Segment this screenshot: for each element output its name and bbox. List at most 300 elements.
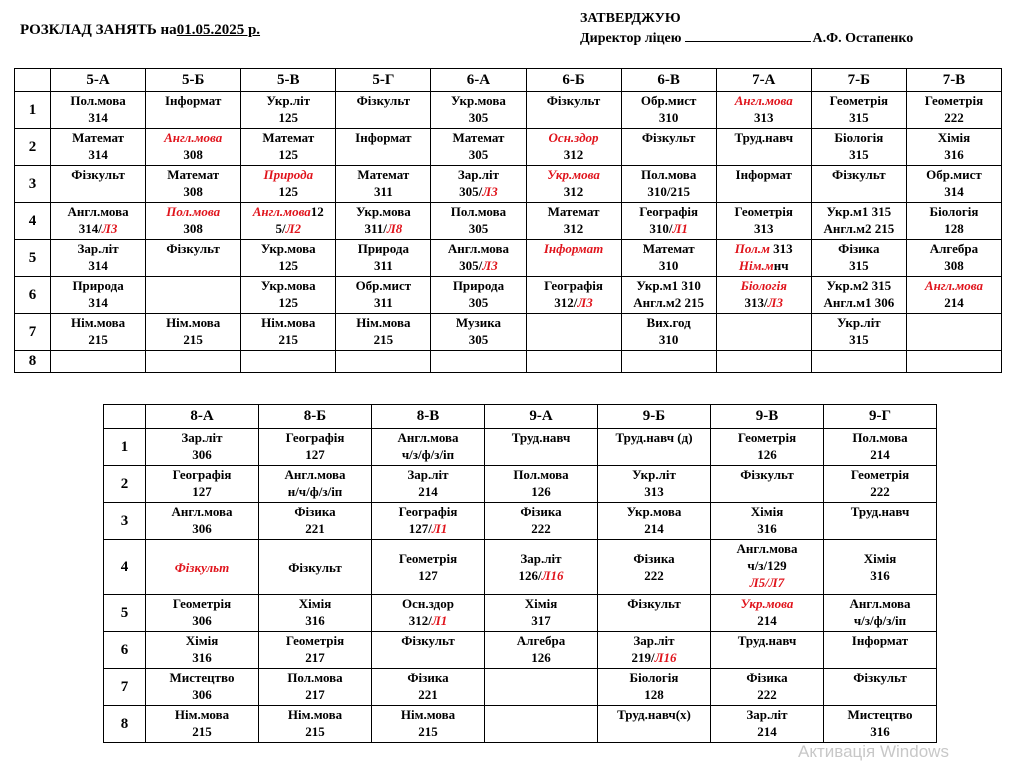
highlighted-text: Фізкульт <box>174 559 230 575</box>
cell-line <box>146 466 258 483</box>
cell-line <box>622 277 716 294</box>
cell-line <box>527 294 621 311</box>
cell-line <box>711 686 823 703</box>
cell-line <box>431 277 525 294</box>
highlighted-text: Природа <box>263 167 314 182</box>
cell-text: Інформат <box>851 633 909 648</box>
lesson-cell <box>621 166 716 203</box>
cell-line <box>717 294 811 311</box>
signature-line <box>685 29 811 42</box>
cell-line <box>336 129 430 146</box>
highlighted-text: Укр.мова <box>740 596 794 611</box>
cell-line <box>372 567 484 584</box>
cell-text: 316 <box>870 724 890 739</box>
cell-text: 128 <box>644 687 664 702</box>
cell-text: Нім.мова <box>70 315 126 330</box>
cell-line <box>711 723 823 740</box>
cell-line <box>259 483 371 500</box>
class-header: 6-Б <box>526 69 621 92</box>
cell-text: Природа <box>72 278 124 293</box>
cell-text: 127/ <box>408 521 432 536</box>
highlighted-text: Л3 <box>101 221 118 236</box>
director-name: А.Ф. Остапенко <box>812 31 914 46</box>
cell-line <box>146 314 240 331</box>
lesson-cell <box>146 203 241 240</box>
cell-line <box>241 203 335 220</box>
lesson-cell <box>146 595 259 632</box>
cell-text: 314 <box>88 110 108 125</box>
cell-line <box>824 669 936 686</box>
cell-text: Фізика <box>294 504 336 519</box>
cell-line <box>51 314 145 331</box>
lesson-cell <box>526 351 621 373</box>
cell-line <box>907 109 1001 126</box>
cell-line <box>711 612 823 629</box>
director-line <box>580 29 913 49</box>
cell-text: 311 <box>373 258 393 273</box>
lesson-row <box>104 706 937 743</box>
lesson-row <box>104 540 937 595</box>
lesson-cell <box>259 595 372 632</box>
cell-text: 215 <box>278 332 299 347</box>
cell-text: 126 <box>531 484 551 499</box>
cell-line <box>431 240 525 257</box>
highlighted-text: Інформат <box>543 241 604 256</box>
highlighted-text: Англ.мова <box>252 204 311 219</box>
cell-text: Пол.мова <box>852 430 908 445</box>
cell-line <box>372 686 484 703</box>
cell-line <box>146 723 258 740</box>
cell-text: 308 <box>944 258 964 273</box>
lesson-cell <box>824 540 937 595</box>
lesson-cell <box>716 314 811 351</box>
cell-text: Географія <box>639 204 699 219</box>
cell-line <box>711 595 823 612</box>
class-header: 7-А <box>716 69 811 92</box>
lesson-row <box>104 466 937 503</box>
schedule-table-grades-8-9 <box>103 404 937 743</box>
cell-text: Інформат <box>355 130 412 145</box>
class-header: 9-А <box>485 405 598 429</box>
cell-line <box>241 277 335 294</box>
cell-line <box>824 595 936 612</box>
cell-line <box>527 277 621 294</box>
cell-text: Біологія <box>929 204 979 219</box>
cell-text: Інформат <box>735 167 792 182</box>
cell-line <box>622 314 716 331</box>
cell-text: Англ.мова <box>397 430 459 445</box>
lesson-cell <box>906 277 1001 314</box>
lesson-cell <box>716 351 811 373</box>
lesson-number: 3 <box>104 503 146 540</box>
cell-line <box>241 92 335 109</box>
cell-line <box>146 446 258 463</box>
lesson-cell <box>259 706 372 743</box>
cell-line <box>146 503 258 520</box>
cell-text: Біологія <box>629 670 679 685</box>
cell-text: 214 <box>418 484 438 499</box>
lesson-number: 1 <box>15 92 51 129</box>
lesson-cell <box>824 429 937 466</box>
class-header: 7-В <box>906 69 1001 92</box>
cell-line <box>485 595 597 612</box>
cell-text: Природа <box>357 241 409 256</box>
cell-text: Англ.мова <box>849 596 911 611</box>
cell-text: Труд.навч(х) <box>617 707 691 722</box>
cell-line <box>241 220 335 237</box>
lesson-cell <box>146 314 241 351</box>
cell-text: Математ <box>357 167 410 182</box>
lesson-row <box>15 203 1002 240</box>
cell-text: Хімія <box>750 504 784 519</box>
lesson-cell <box>906 129 1001 166</box>
lesson-cell <box>146 166 241 203</box>
cell-text: Труд.навч <box>511 430 571 445</box>
cell-line <box>485 466 597 483</box>
lesson-number: 6 <box>15 277 51 314</box>
cell-text: Математ <box>547 204 600 219</box>
cell-text: 215 <box>305 724 325 739</box>
cell-line <box>812 129 906 146</box>
cell-text: Фізкульт <box>740 467 794 482</box>
cell-line <box>812 220 906 237</box>
cell-line <box>372 429 484 446</box>
cell-text: Пол.мова <box>450 204 507 219</box>
lesson-cell <box>485 540 598 595</box>
lesson-cell <box>372 595 485 632</box>
cell-text: Зар.літ <box>181 430 223 445</box>
cell-text: Фізика <box>838 241 880 256</box>
lesson-cell <box>906 166 1001 203</box>
lesson-row <box>104 595 937 632</box>
lesson-cell <box>336 277 431 314</box>
cell-text: Нім.мова <box>174 707 230 722</box>
cell-text: Вих.год <box>646 315 691 330</box>
cell-text: 125 <box>278 147 299 162</box>
cell-line <box>711 540 823 557</box>
cell-line <box>717 257 811 274</box>
cell-line <box>622 331 716 348</box>
lesson-cell <box>146 706 259 743</box>
cell-text: 312 <box>563 221 584 236</box>
cell-text: Нім.мова <box>400 707 456 722</box>
cell-text: Укр.м1 315 <box>826 204 892 219</box>
class-header: 5-Г <box>336 69 431 92</box>
cell-line <box>431 146 525 163</box>
cell-line <box>51 257 145 274</box>
cell-line <box>259 520 371 537</box>
lesson-cell <box>336 314 431 351</box>
cell-text: 306 <box>192 521 212 536</box>
cell-line <box>259 669 371 686</box>
cell-text: 125 <box>278 258 299 273</box>
lesson-number: 4 <box>104 540 146 595</box>
cell-text: 305 <box>468 110 489 125</box>
lesson-cell <box>146 503 259 540</box>
approval-title: ЗАТВЕРДЖУЮ <box>580 11 681 26</box>
cell-line <box>824 503 936 520</box>
cell-text: Фізкульт <box>832 167 886 182</box>
cell-line <box>146 595 258 612</box>
cell-line <box>907 166 1001 183</box>
cell-text: 126 <box>531 650 551 665</box>
cell-line <box>259 706 371 723</box>
lesson-cell <box>336 129 431 166</box>
highlighted-text: Біологія <box>740 278 787 293</box>
lesson-cell <box>526 129 621 166</box>
cell-text: ч/з/ф/з/іп <box>853 613 907 628</box>
cell-text: 311 <box>373 184 393 199</box>
lesson-cell <box>51 314 146 351</box>
lesson-cell <box>146 240 241 277</box>
cell-text: Фізкульт <box>71 167 125 182</box>
cell-line <box>51 294 145 311</box>
cell-line <box>824 723 936 740</box>
cell-text: Хімія <box>298 596 332 611</box>
cell-line <box>527 166 621 183</box>
cell-text: Геометрія <box>285 633 345 648</box>
cell-line <box>622 240 716 257</box>
lesson-cell <box>51 351 146 373</box>
cell-text: 305 <box>468 295 489 310</box>
cell-line <box>241 129 335 146</box>
cell-line <box>51 129 145 146</box>
cell-text: н/ч/ф/з/іп <box>287 484 343 499</box>
lesson-cell <box>598 632 711 669</box>
cell-text: 217 <box>305 687 325 702</box>
cell-text: Фізкульт <box>401 633 455 648</box>
cell-line <box>527 183 621 200</box>
cell-line <box>241 183 335 200</box>
cell-text: Хімія <box>937 130 971 145</box>
cell-line <box>372 520 484 537</box>
lesson-cell <box>485 466 598 503</box>
cell-line <box>259 723 371 740</box>
cell-text: Англ.мова <box>447 241 509 256</box>
cell-text: 128 <box>944 221 964 236</box>
cell-line <box>336 183 430 200</box>
cell-line <box>717 220 811 237</box>
cell-line <box>485 550 597 567</box>
lesson-cell <box>906 203 1001 240</box>
lesson-cell <box>241 92 336 129</box>
cell-line <box>372 669 484 686</box>
lesson-cell <box>51 240 146 277</box>
lesson-cell <box>431 314 526 351</box>
lesson-cell <box>336 92 431 129</box>
cell-text: Укр.літ <box>632 467 676 482</box>
lesson-number: 7 <box>15 314 51 351</box>
cell-line <box>824 466 936 483</box>
lesson-row <box>104 503 937 540</box>
cell-text: 221 <box>305 521 325 536</box>
lesson-cell <box>716 277 811 314</box>
lesson-cell <box>241 277 336 314</box>
cell-text: Осн.здор <box>402 596 454 611</box>
cell-text: 308 <box>183 221 203 236</box>
lesson-cell <box>336 351 431 373</box>
lesson-cell <box>431 92 526 129</box>
cell-text: 310/215 <box>647 184 690 199</box>
corner-cell <box>15 69 51 92</box>
highlighted-text: Л5/Л7 <box>749 575 785 590</box>
lesson-number: 4 <box>15 203 51 240</box>
cell-line <box>824 612 936 629</box>
cell-line <box>907 240 1001 257</box>
cell-line <box>431 92 525 109</box>
lesson-cell <box>811 166 906 203</box>
cell-line <box>336 294 430 311</box>
lesson-cell <box>372 632 485 669</box>
lesson-cell <box>146 429 259 466</box>
cell-text: 126 <box>757 447 777 462</box>
cell-line <box>711 466 823 483</box>
highlighted-text: Нім.м <box>738 258 774 273</box>
highlighted-text: Л8 <box>386 221 403 236</box>
cell-text: Нім.мова <box>261 315 316 330</box>
cell-line <box>824 567 936 584</box>
lesson-number: 2 <box>104 466 146 503</box>
lesson-cell <box>336 240 431 277</box>
cell-text: Фізика <box>520 504 562 519</box>
schedule-title <box>20 22 260 39</box>
windows-activation-watermark: Активація Windows <box>798 742 949 761</box>
cell-text: Геометрія <box>734 204 793 219</box>
lesson-cell <box>259 632 372 669</box>
lesson-cell <box>526 314 621 351</box>
cell-text: 305/ <box>459 184 483 199</box>
lesson-cell <box>146 351 241 373</box>
lesson-cell <box>621 92 716 129</box>
cell-line <box>812 257 906 274</box>
cell-line <box>431 203 525 220</box>
class-header: 6-А <box>431 69 526 92</box>
lesson-cell <box>485 503 598 540</box>
cell-text: 313 <box>769 241 793 256</box>
cell-line <box>146 612 258 629</box>
cell-text: 12 <box>310 204 324 219</box>
cell-text: 314/ <box>78 221 102 236</box>
cell-text: Фізика <box>746 670 788 685</box>
cell-line <box>259 429 371 446</box>
cell-text: Англ.м1 306 <box>823 295 895 310</box>
cell-line <box>812 294 906 311</box>
lesson-cell <box>906 351 1001 373</box>
cell-line <box>622 203 716 220</box>
lesson-cell <box>716 92 811 129</box>
cell-text: 312/ <box>408 613 432 628</box>
cell-line <box>372 595 484 612</box>
lesson-number: 5 <box>15 240 51 277</box>
lesson-cell <box>485 669 598 706</box>
cell-text: 217 <box>305 650 325 665</box>
cell-line <box>336 203 430 220</box>
cell-text: Труд.навч <box>850 504 910 519</box>
cell-text: Пол.мова <box>70 93 126 108</box>
cell-text: Інформат <box>164 93 222 108</box>
cell-line <box>622 129 716 146</box>
class-header: 8-Б <box>259 405 372 429</box>
cell-line <box>259 686 371 703</box>
cell-text: Труд.навч <box>737 633 797 648</box>
lesson-cell <box>241 203 336 240</box>
lesson-cell <box>372 429 485 466</box>
cell-text: Математ <box>642 241 695 256</box>
lesson-cell <box>711 706 824 743</box>
lesson-cell <box>621 351 716 373</box>
class-header: 9-Б <box>598 405 711 429</box>
cell-text: Математ <box>72 130 125 145</box>
lesson-cell <box>824 632 937 669</box>
cell-text: Обр.мист <box>355 278 412 293</box>
cell-text: Фізкульт <box>288 559 342 575</box>
lesson-cell <box>259 669 372 706</box>
cell-line <box>907 146 1001 163</box>
cell-text: Фізкульт <box>853 670 907 685</box>
cell-text: 306 <box>192 687 212 702</box>
cell-line <box>622 220 716 237</box>
cell-line <box>431 183 525 200</box>
cell-text: Нім.мова <box>356 315 411 330</box>
lesson-cell <box>824 669 937 706</box>
cell-line <box>259 595 371 612</box>
lesson-cell <box>598 595 711 632</box>
lesson-cell <box>146 466 259 503</box>
lesson-cell <box>811 277 906 314</box>
cell-text: 214 <box>757 724 777 739</box>
lesson-cell <box>716 240 811 277</box>
cell-line <box>146 129 240 146</box>
cell-text: Англ.мова <box>171 504 233 519</box>
cell-text: Географія <box>544 278 603 293</box>
cell-line <box>527 203 621 220</box>
lesson-cell <box>51 203 146 240</box>
cell-line <box>336 331 430 348</box>
lesson-cell <box>716 129 811 166</box>
cell-text: Фізкульт <box>166 241 220 256</box>
cell-text: 314 <box>88 147 108 162</box>
lesson-row <box>104 632 937 669</box>
cell-line <box>907 183 1001 200</box>
lesson-row <box>104 429 937 466</box>
cell-line <box>711 557 823 574</box>
cell-text: Укр.мова <box>626 504 682 519</box>
cell-text: Зар.літ <box>746 707 788 722</box>
cell-line <box>241 331 335 348</box>
cell-text: 313 <box>753 221 774 236</box>
cell-text: Труд.навч <box>734 130 794 145</box>
cell-line <box>717 240 811 257</box>
cell-line <box>711 669 823 686</box>
cell-text: Зар.літ <box>77 241 119 256</box>
cell-text: 316 <box>944 147 964 162</box>
cell-line <box>431 257 525 274</box>
cell-line <box>146 559 258 576</box>
cell-text: 215 <box>418 724 438 739</box>
cell-line <box>622 257 716 274</box>
cell-line <box>622 109 716 126</box>
cell-text: 308 <box>183 184 203 199</box>
cell-line <box>527 240 621 257</box>
cell-line <box>51 203 145 220</box>
lesson-cell <box>51 277 146 314</box>
cell-text: 306 <box>192 447 212 462</box>
cell-line <box>812 277 906 294</box>
cell-line <box>711 429 823 446</box>
cell-text: 215 <box>373 332 394 347</box>
cell-line <box>812 240 906 257</box>
cell-line <box>336 257 430 274</box>
